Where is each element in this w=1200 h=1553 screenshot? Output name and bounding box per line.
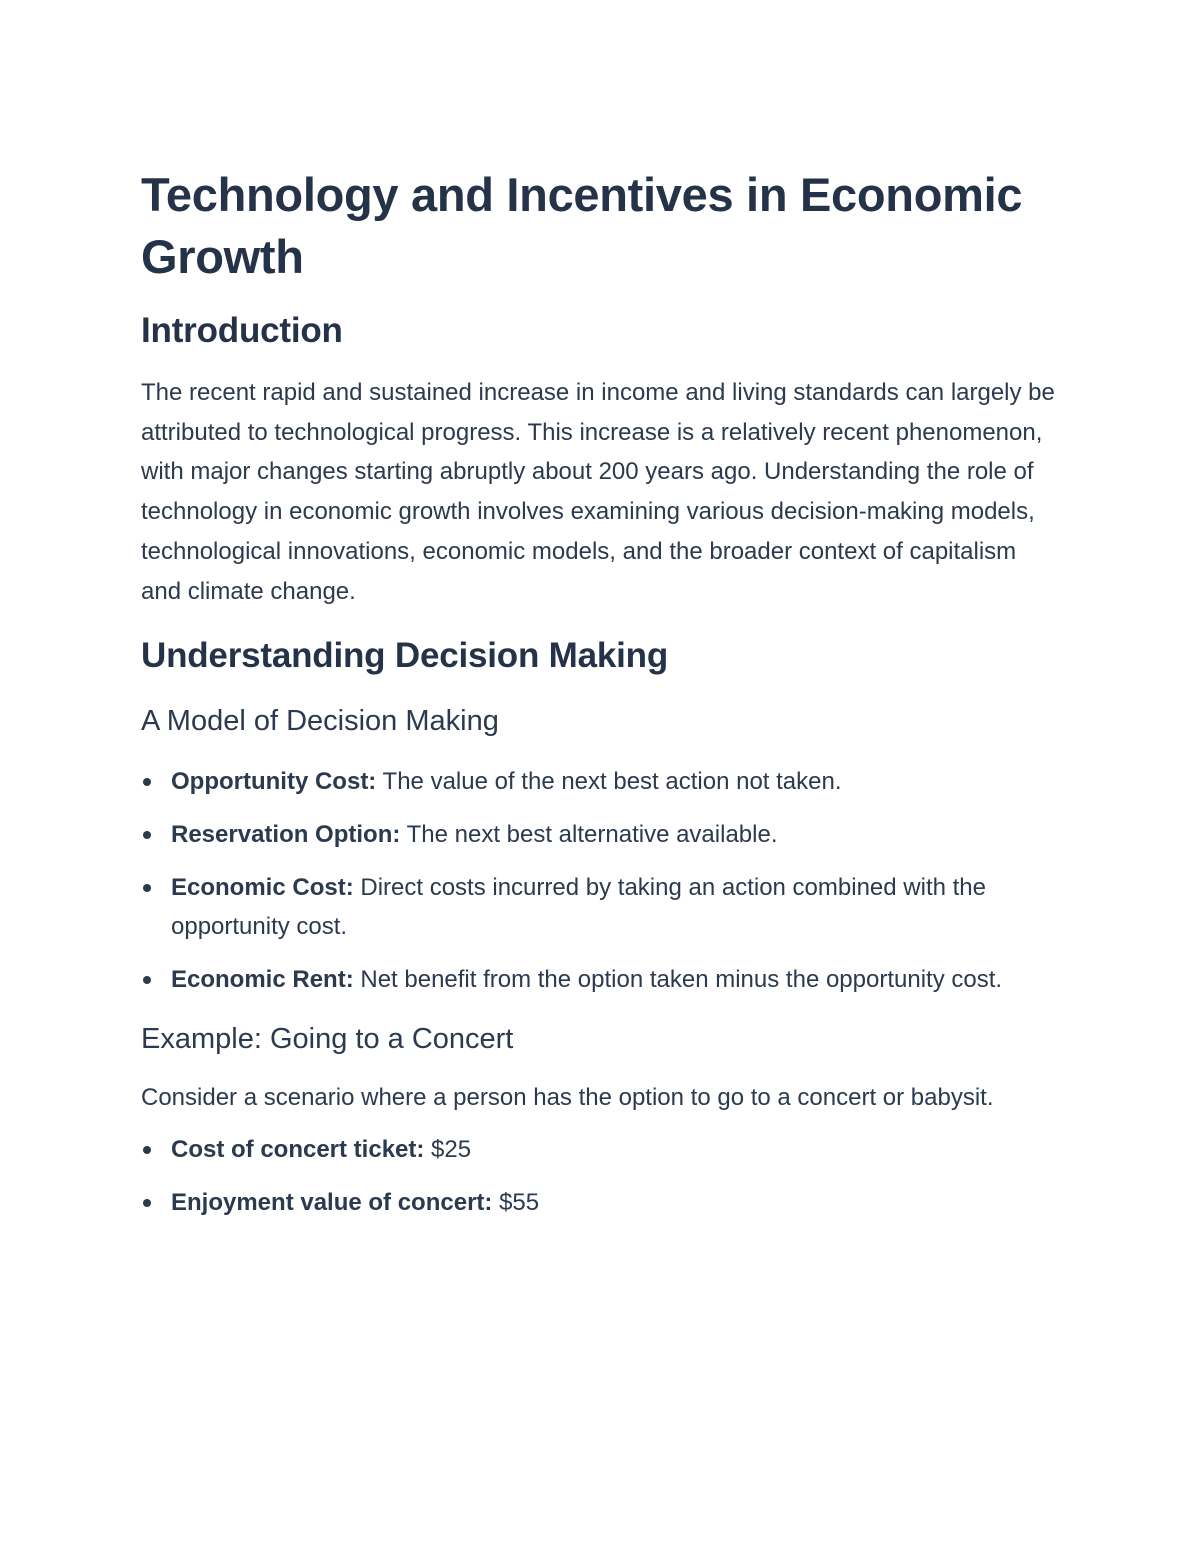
- list-item-term: Cost of concert ticket:: [171, 1136, 425, 1164]
- bullet-icon: [143, 1199, 151, 1207]
- bullet-icon: [143, 884, 151, 892]
- list-item-term: Opportunity Cost:: [171, 768, 377, 796]
- list-item: [141, 815, 1061, 855]
- list-item-term: Economic Cost:: [171, 873, 354, 901]
- list-item-text: The next best alternative available.: [400, 820, 778, 848]
- bullet-icon: [143, 1146, 151, 1154]
- list-item-term: Enjoyment value of concert:: [171, 1189, 493, 1217]
- introduction-heading: Introduction: [141, 311, 343, 350]
- bullet-icon: [143, 778, 151, 786]
- list-item-term: Economic Rent:: [171, 966, 354, 994]
- concert-example-heading: Example: Going to a Concert: [141, 1022, 514, 1055]
- list-item-text: Net benefit from the option taken minus the opportunity cost.: [353, 966, 1003, 994]
- list-item-text: The value of the next best action not taken.: [376, 768, 842, 796]
- concert-example-paragraph: Consider a scenario where a person has the option to go to a concert or babysit.: [141, 1083, 994, 1111]
- decision-making-heading: Understanding Decision Making: [141, 636, 669, 676]
- list-item: [141, 1183, 1061, 1223]
- bullet-icon: [143, 831, 151, 839]
- list-item-text: $25: [424, 1136, 472, 1164]
- list-item: [141, 762, 1061, 802]
- list-item-term: Reservation Option:: [171, 820, 401, 848]
- list-item: [141, 960, 1061, 1000]
- bullet-icon: [143, 976, 151, 984]
- decision-model-heading: A Model of Decision Making: [141, 705, 499, 738]
- decision-model-list: [141, 762, 1061, 1000]
- document-title: Technology and Incentives in Economic Growth: [141, 168, 1023, 283]
- document-page: [141, 164, 1061, 1223]
- introduction-paragraph: The recent rapid and sustained increase in income and living standards can largely be attributed to technological progress. This increase is a relatively recent phenomenon, with major changes starting abruptly about 200 years ago. Understanding the role of technology in economic growth involves examining various decision-making models, technological innovations, economic models, and the broader context of capitalism and climate change.: [141, 379, 1055, 605]
- list-item: [141, 1130, 1061, 1170]
- list-item-text: Direct costs incurred by taking an action combined with the opportunity cost.: [171, 873, 986, 941]
- list-item-text: $55: [492, 1189, 540, 1217]
- concert-example-list: [141, 1130, 1061, 1222]
- list-item: [141, 868, 1061, 947]
